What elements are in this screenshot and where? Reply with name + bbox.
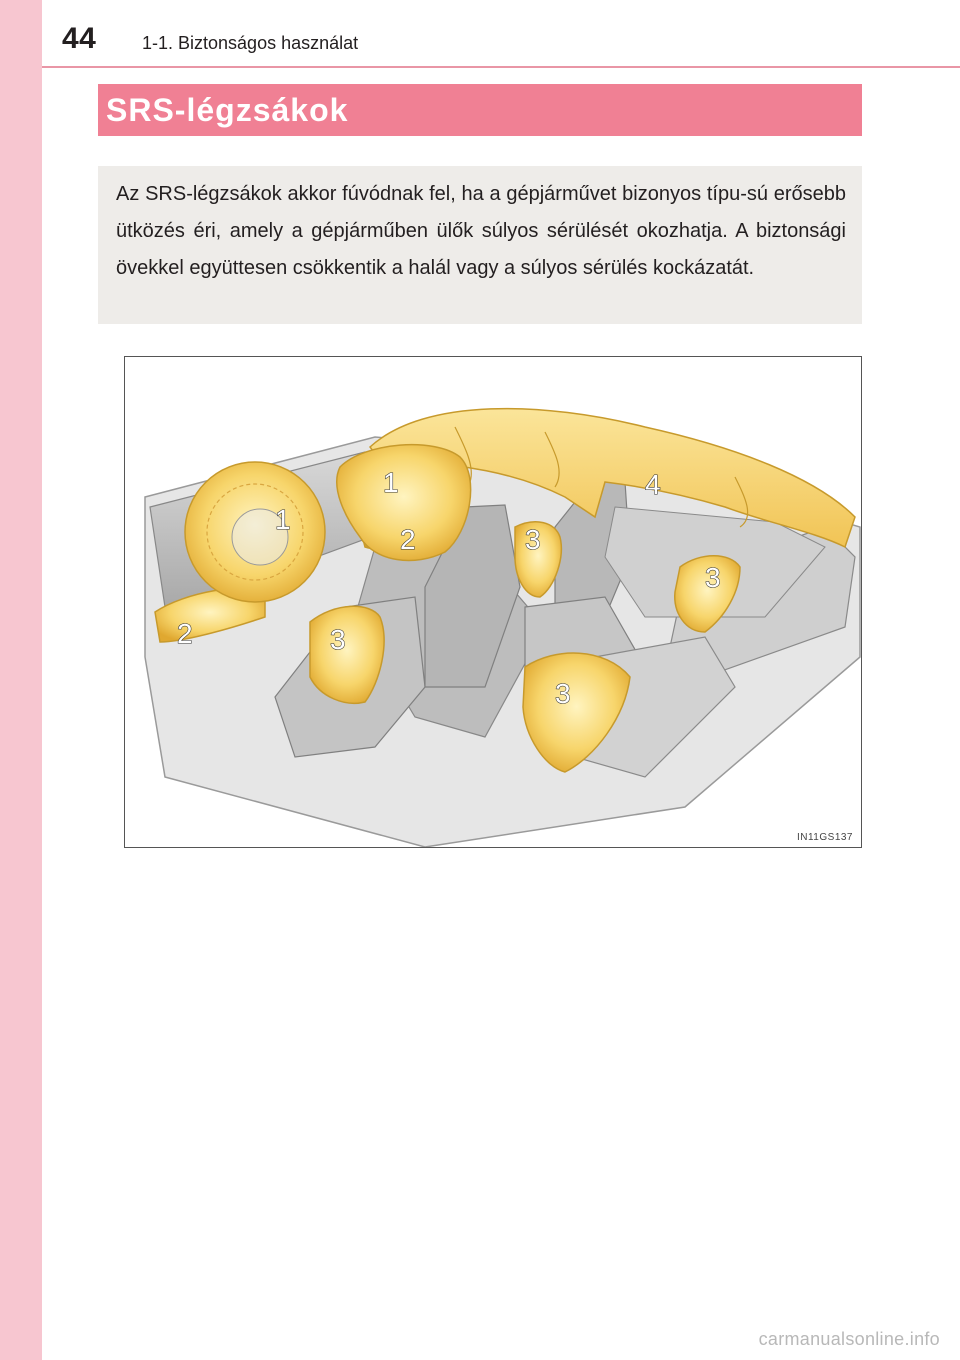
side-tab-strip xyxy=(0,0,42,1360)
callout-passenger-front: 1 xyxy=(383,467,399,498)
section-title: SRS-légzsákok xyxy=(106,91,349,128)
airbag-illustration xyxy=(124,356,862,848)
callout-curtain: 4 xyxy=(645,469,661,500)
page-number: 44 xyxy=(62,22,97,55)
callout-side-rear: 3 xyxy=(705,562,721,593)
watermark: carmanualsonline.info xyxy=(758,1329,940,1349)
callout-passenger-knee: 2 xyxy=(400,524,416,555)
header-divider xyxy=(42,66,960,68)
callout-side-rear-left: 3 xyxy=(555,678,571,709)
callout-driver-knee: 2 xyxy=(177,618,193,649)
chapter-title: 1-1. Biztonságos használat xyxy=(142,33,359,53)
section-title-bar xyxy=(98,84,862,136)
figure-code: IN11GS137 xyxy=(796,832,853,843)
callout-side-front-passenger: 3 xyxy=(525,524,541,555)
intro-paragraph: Az SRS-légzsákok akkor fúvódnak fel, ha a gépjárművet bizonyos típu-sú erősebb ütközés éri, amely a gépjárműben ülők súlyos sérülését okozhatja. A biztonsági övekkel együttesen csökkentik a halál vagy a súlyos sérülés kockázatát. xyxy=(98,166,862,324)
car-interior-drawing xyxy=(125,357,861,847)
callout-side-driver: 3 xyxy=(330,624,346,655)
callout-driver-front: 1 xyxy=(275,504,291,535)
